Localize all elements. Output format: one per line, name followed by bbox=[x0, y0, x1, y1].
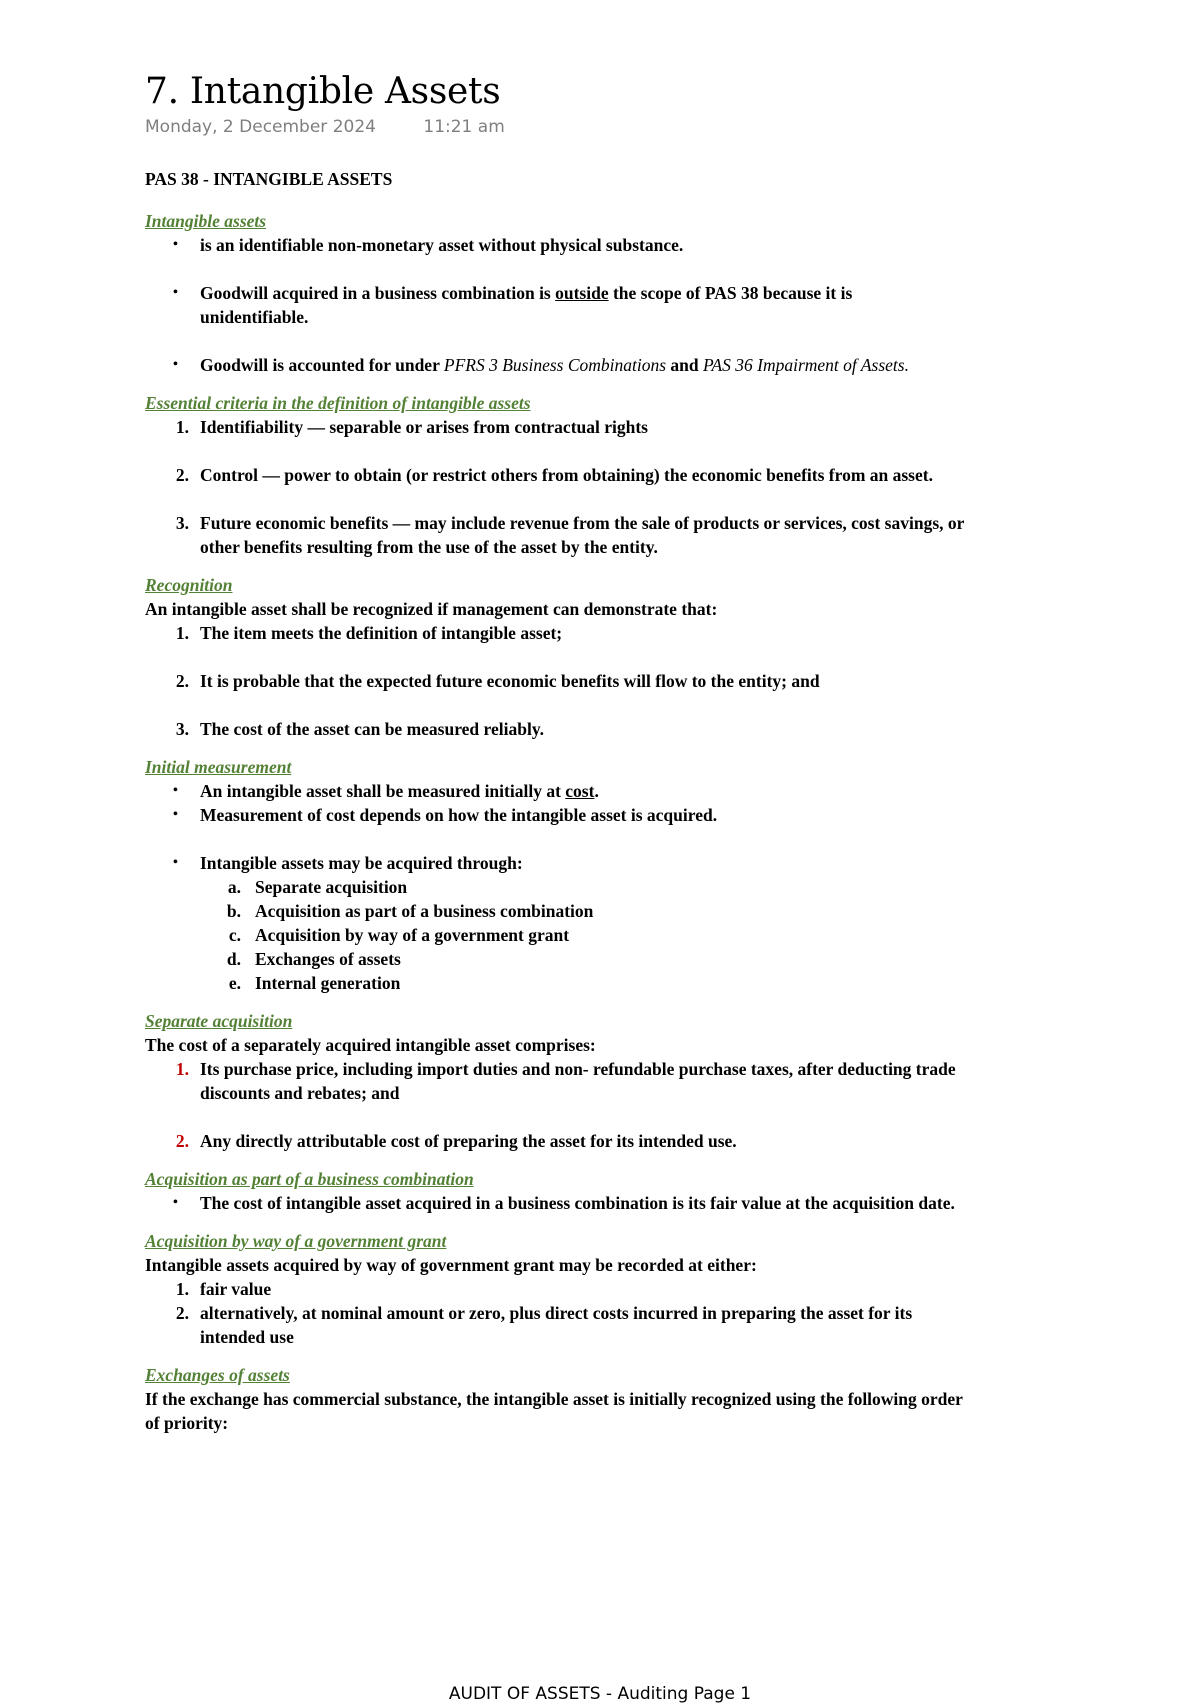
separate-intro: The cost of a separately acquired intangible asset comprises: bbox=[145, 1035, 596, 1056]
bullet-icon: • bbox=[173, 783, 178, 799]
list-number: 1. bbox=[175, 417, 189, 438]
list-item-text: . bbox=[594, 781, 599, 802]
italic-reference: PAS 36 Impairment of Assets. bbox=[703, 355, 909, 376]
list-item bbox=[145, 415, 965, 439]
grant-list bbox=[145, 1277, 965, 1349]
heading-recognition: Recognition bbox=[145, 575, 233, 596]
list-item-text: The cost of intangible asset acquired in a business combination is its fair value at the acquisition date. bbox=[200, 1193, 955, 1214]
page-footer: AUDIT OF ASSETS - Auditing Page 1 bbox=[448, 1684, 752, 1704]
list-number: 2. bbox=[175, 1131, 189, 1152]
list-item-text: The item meets the definition of intangible asset; bbox=[200, 623, 563, 644]
intangible-list bbox=[145, 233, 965, 377]
note-content bbox=[145, 167, 965, 1435]
recognition-list bbox=[145, 621, 965, 741]
list-item bbox=[145, 511, 965, 559]
bullet-icon: • bbox=[173, 357, 178, 373]
list-item-text: fair value bbox=[200, 1279, 272, 1300]
note-page bbox=[145, 70, 965, 1435]
list-item-text: Future economic benefits — may include revenue from the sale of products or services, cost savings, or other benefits resulting from the use of the asset by the entity. bbox=[200, 513, 965, 558]
exchanges-intro: If the exchange has commercial substance, the intangible asset is initially recognized using the following order of priority: bbox=[145, 1389, 963, 1434]
underlined-text: outside bbox=[555, 283, 609, 304]
bullet-icon: • bbox=[173, 1195, 178, 1211]
heading-separate-acquisition: Separate acquisition bbox=[145, 1011, 293, 1032]
list-item-text: Intangible assets may be acquired through: bbox=[200, 853, 523, 874]
list-item bbox=[145, 1277, 965, 1301]
list-number: 1. bbox=[175, 1059, 189, 1080]
list-item bbox=[145, 971, 965, 995]
list-letter: a. bbox=[227, 877, 241, 898]
grant-intro: Intangible assets acquired by way of government grant may be recorded at either: bbox=[145, 1255, 757, 1276]
bullet-icon: • bbox=[173, 237, 178, 253]
list-item bbox=[145, 779, 965, 803]
bullet-icon: • bbox=[173, 807, 178, 823]
list-item-text: Identifiability — separable or arises from contractual rights bbox=[200, 417, 648, 438]
list-number: 1. bbox=[175, 623, 189, 644]
list-number: 2. bbox=[175, 671, 189, 692]
business-list bbox=[145, 1191, 965, 1215]
list-item bbox=[145, 851, 965, 875]
list-item bbox=[145, 717, 965, 741]
list-item bbox=[145, 669, 965, 693]
list-item bbox=[145, 353, 965, 377]
list-number: 3. bbox=[175, 719, 189, 740]
list-item bbox=[145, 1301, 965, 1349]
heading-exchanges-of-assets: Exchanges of assets bbox=[145, 1365, 290, 1386]
heading-essential-criteria: Essential criteria in the definition of intangible assets bbox=[145, 393, 531, 414]
list-item-text: Exchanges of assets bbox=[255, 949, 401, 970]
list-item-text: Control — power to obtain (or restrict others from obtaining) the economic benefits from an asset. bbox=[200, 465, 933, 486]
list-item-text: the scope of PAS 38 because it is unidentifiable. bbox=[200, 283, 853, 328]
list-item-text: Separate acquisition bbox=[255, 877, 408, 898]
bullet-icon: • bbox=[173, 285, 178, 301]
list-item bbox=[145, 875, 965, 899]
list-item-text: Its purchase price, including import duties and non- refundable purchase taxes, after deducting trade discounts and rebates; and bbox=[200, 1059, 956, 1104]
criteria-list bbox=[145, 415, 965, 559]
list-item bbox=[145, 233, 965, 257]
list-item bbox=[145, 1191, 965, 1215]
list-item-text: An intangible asset shall be measured initially at bbox=[200, 781, 566, 802]
list-item-text: Goodwill is accounted for under bbox=[200, 355, 444, 376]
list-item-text: Goodwill acquired in a business combination is bbox=[200, 283, 556, 304]
list-number: 1. bbox=[175, 1279, 189, 1300]
initial-list bbox=[145, 779, 965, 875]
underlined-text: cost bbox=[565, 781, 595, 802]
list-number: 3. bbox=[175, 513, 189, 534]
bullet-icon: • bbox=[173, 855, 178, 871]
list-item-text: Internal generation bbox=[255, 973, 401, 994]
list-item-text: Any directly attributable cost of preparing the asset for its intended use. bbox=[200, 1131, 737, 1152]
heading-government-grant: Acquisition by way of a government grant bbox=[145, 1231, 447, 1252]
list-item-text: Acquisition as part of a business combination bbox=[255, 901, 594, 922]
list-item bbox=[145, 947, 965, 971]
list-item bbox=[145, 1057, 965, 1105]
list-item bbox=[145, 281, 965, 329]
list-item-text: Acquisition by way of a government grant bbox=[255, 925, 570, 946]
page-title: 7. Intangible Assets bbox=[145, 71, 501, 112]
list-item-text: is an identifiable non-monetary asset without physical substance. bbox=[200, 235, 684, 256]
page-date: Monday, 2 December 2024 bbox=[145, 117, 376, 138]
list-item-text: alternatively, at nominal amount or zero, plus direct costs incurred in preparing the asset for its intended use bbox=[200, 1303, 913, 1348]
page-time: 11:21 am bbox=[423, 117, 505, 138]
list-item bbox=[145, 899, 965, 923]
separate-list bbox=[145, 1057, 965, 1153]
list-item bbox=[145, 803, 965, 827]
list-number: 2. bbox=[175, 465, 189, 486]
page-meta bbox=[145, 117, 965, 137]
main-heading: PAS 38 - INTANGIBLE ASSETS bbox=[145, 169, 393, 190]
list-number: 2. bbox=[175, 1303, 189, 1324]
list-item bbox=[145, 621, 965, 645]
heading-intangible-assets: Intangible assets bbox=[145, 211, 267, 232]
recognition-intro: An intangible asset shall be recognized if management can demonstrate that: bbox=[145, 599, 718, 620]
list-item-text: Measurement of cost depends on how the intangible asset is acquired. bbox=[200, 805, 718, 826]
list-letter: b. bbox=[226, 901, 241, 922]
acquisition-methods-list bbox=[145, 875, 965, 995]
italic-reference: PFRS 3 Business Combinations bbox=[443, 355, 667, 376]
list-item-text: and bbox=[666, 355, 704, 376]
list-item bbox=[145, 463, 965, 487]
list-letter: c. bbox=[228, 925, 241, 946]
heading-initial-measurement: Initial measurement bbox=[145, 757, 292, 778]
list-item bbox=[145, 1129, 965, 1153]
heading-business-combination: Acquisition as part of a business combination bbox=[145, 1169, 474, 1190]
list-item bbox=[145, 923, 965, 947]
list-item-text: It is probable that the expected future economic benefits will flow to the entity; and bbox=[200, 671, 820, 692]
list-item-text: The cost of the asset can be measured reliably. bbox=[200, 719, 544, 740]
list-letter: e. bbox=[228, 973, 241, 994]
list-letter: d. bbox=[226, 949, 241, 970]
